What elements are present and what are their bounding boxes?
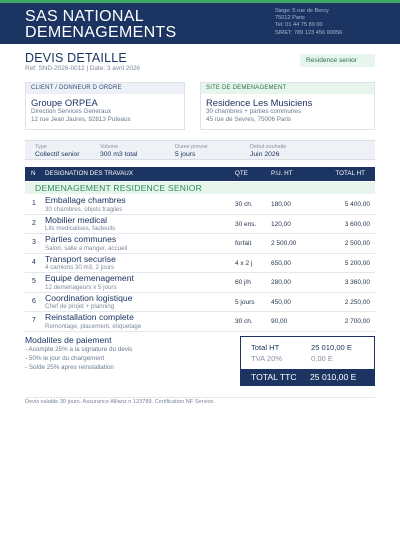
row-total: 3 600,00: [344, 220, 370, 228]
tva-label: TVA 20%: [251, 354, 283, 363]
site-heading: SITE DE DEMENAGEMENT: [201, 83, 374, 94]
row-qte: 30 ch.: [235, 318, 253, 325]
row-title: Parties communes: [45, 234, 117, 244]
row-qte: 30 ens.: [235, 220, 257, 228]
row-total: 2 500,00: [344, 240, 370, 247]
category-badge: Residence senior: [300, 54, 375, 67]
row-subtitle: 30 chambres, objets fragiles: [45, 205, 123, 213]
table-row: [25, 215, 375, 235]
row-title: Coordination logistique: [45, 292, 133, 303]
total-ttc-value: 25 010,00 E: [310, 372, 357, 382]
row-title: Emballage chambres: [45, 195, 126, 205]
row-title: Reinstallation complete: [45, 312, 134, 322]
company-name: [25, 9, 176, 41]
row-subtitle: 12 demenageurs x 5 jours: [45, 283, 117, 291]
row-unit-price: 90,00: [271, 318, 288, 325]
row-total: 5 200,00: [344, 259, 370, 267]
row-number: 6: [32, 297, 36, 305]
table-row: [25, 234, 375, 254]
row-unit-price: 180,00: [271, 201, 291, 208]
row-number: 5: [32, 278, 36, 285]
company-address2: 75012 Paris: [275, 15, 305, 22]
client-box: [25, 82, 185, 130]
row-total: 3 360,00: [344, 279, 370, 286]
tva-value: 0,00 E: [311, 354, 333, 363]
payment-line: - 50% le jour du chargement: [25, 355, 105, 362]
header-banner: [0, 3, 400, 44]
header-total: TOTAL HT: [335, 170, 365, 177]
row-subtitle: Lits medicalises, fauteuils: [45, 225, 116, 232]
row-number: 2: [32, 219, 36, 227]
payment-line: - Acompte 25% a la signature du devis: [25, 346, 133, 353]
company-siret: SIRET: 789 123 456 00056: [275, 29, 343, 36]
totals-box: [240, 336, 375, 386]
row-unit-price: 2 500,00: [271, 240, 297, 247]
row-subtitle: Remontage, placement, etiquetage: [45, 322, 142, 330]
total-ttc-label: TOTAL TTC: [251, 372, 297, 382]
company-phone: Tel: 01 44 75 89 00: [275, 22, 323, 29]
row-title: Transport securise: [45, 253, 116, 264]
document-title: DEVIS DETAILLE: [25, 51, 127, 65]
row-unit-price: 650,00: [271, 259, 291, 267]
site-box: [200, 82, 375, 130]
row-total: 2 700,00: [344, 318, 370, 325]
summary-label: Debut souhaite: [250, 144, 287, 150]
row-subtitle: 4 camions 30 m3, 2 jours: [45, 264, 115, 271]
table-row: [25, 195, 375, 215]
row-title: Equipe demenagement: [45, 273, 134, 283]
client-name: Groupe ORPEA: [31, 97, 98, 108]
row-total: 2 250,00: [344, 298, 370, 306]
total-ht-value: 25 010,00 E: [311, 343, 352, 352]
row-qte: forfait: [235, 240, 252, 247]
table-row: [25, 254, 375, 274]
company-name-line2: DEMENAGEMENTS: [25, 24, 177, 41]
row-number: 1: [32, 200, 36, 207]
row-number: 3: [32, 239, 36, 246]
row-qte: 60 j/h: [235, 279, 251, 286]
section-title: DEMENAGEMENT RESIDENCE SENIOR: [25, 182, 375, 194]
summary-label: Volume: [100, 144, 118, 150]
payment-line: - Solde 25% apres reinstallation: [25, 364, 114, 371]
total-ttc-bar: [241, 369, 374, 385]
row-subtitle: Salon, salle a manger, accueil: [45, 244, 128, 252]
table-row: [25, 273, 375, 293]
company-address1: Siege: 5 rue de Bercy: [275, 8, 329, 14]
header-num: N: [31, 170, 36, 177]
company-name-line1: SAS NATIONAL: [25, 8, 144, 25]
summary-value: Collectif senior: [35, 151, 80, 158]
summary-value: 300 m3 total: [100, 151, 138, 158]
row-title: Mobilier medical: [45, 214, 108, 225]
summary-duration: [175, 144, 208, 159]
payment-title: Modalites de paiement: [25, 335, 112, 345]
footer-note: Devis valable 30 jours. Assurance Allianz n 123789. Certification NF Service.: [25, 397, 375, 405]
site-line1: 30 chambres + parties communes: [206, 108, 302, 115]
table-row: [25, 312, 375, 332]
row-unit-price: 450,00: [271, 298, 291, 306]
client-line1: Direction Services Generaux: [31, 108, 112, 115]
header-designation: DESIGNATION DES TRAVAUX: [45, 170, 134, 177]
total-ht-label: Total HT: [251, 343, 280, 352]
row-total: 5 400,00: [344, 201, 370, 208]
row-subtitle: Chef de projet + planning: [45, 303, 115, 310]
summary-value: 5 jours: [175, 151, 196, 158]
document-reference: Ref: SND-2026-0012 | Date: 3 avril 2026: [25, 65, 140, 72]
table-header: [25, 167, 375, 181]
summary-strip: [25, 140, 375, 160]
row-qte: 4 x 2 j: [235, 259, 253, 267]
summary-value: Juin 2026: [250, 151, 280, 158]
header-qte: QTE: [235, 170, 248, 177]
summary-start: [250, 144, 286, 159]
company-contact: [275, 8, 342, 37]
site-name: Residence Les Musiciens: [206, 97, 313, 108]
site-line2: 45 rue de Sevres, 75006 Paris: [206, 115, 292, 123]
summary-label: Duree prevue: [175, 144, 208, 150]
summary-type: [35, 144, 80, 159]
row-number: 4: [32, 258, 36, 266]
row-qte: 5 jours: [235, 298, 255, 306]
summary-label: Type: [35, 144, 47, 150]
client-line2: 12 rue Jean Jaures, 92813 Puteaux: [31, 115, 131, 123]
row-unit-price: 280,00: [271, 279, 291, 286]
table-row: [25, 293, 375, 313]
client-heading: CLIENT / DONNEUR D ORDRE: [26, 83, 184, 94]
row-qte: 30 ch.: [235, 201, 253, 208]
row-number: 7: [32, 317, 36, 324]
summary-volume: [100, 144, 137, 159]
header-pu: P.U. HT: [271, 170, 293, 177]
row-unit-price: 120,00: [271, 220, 291, 228]
